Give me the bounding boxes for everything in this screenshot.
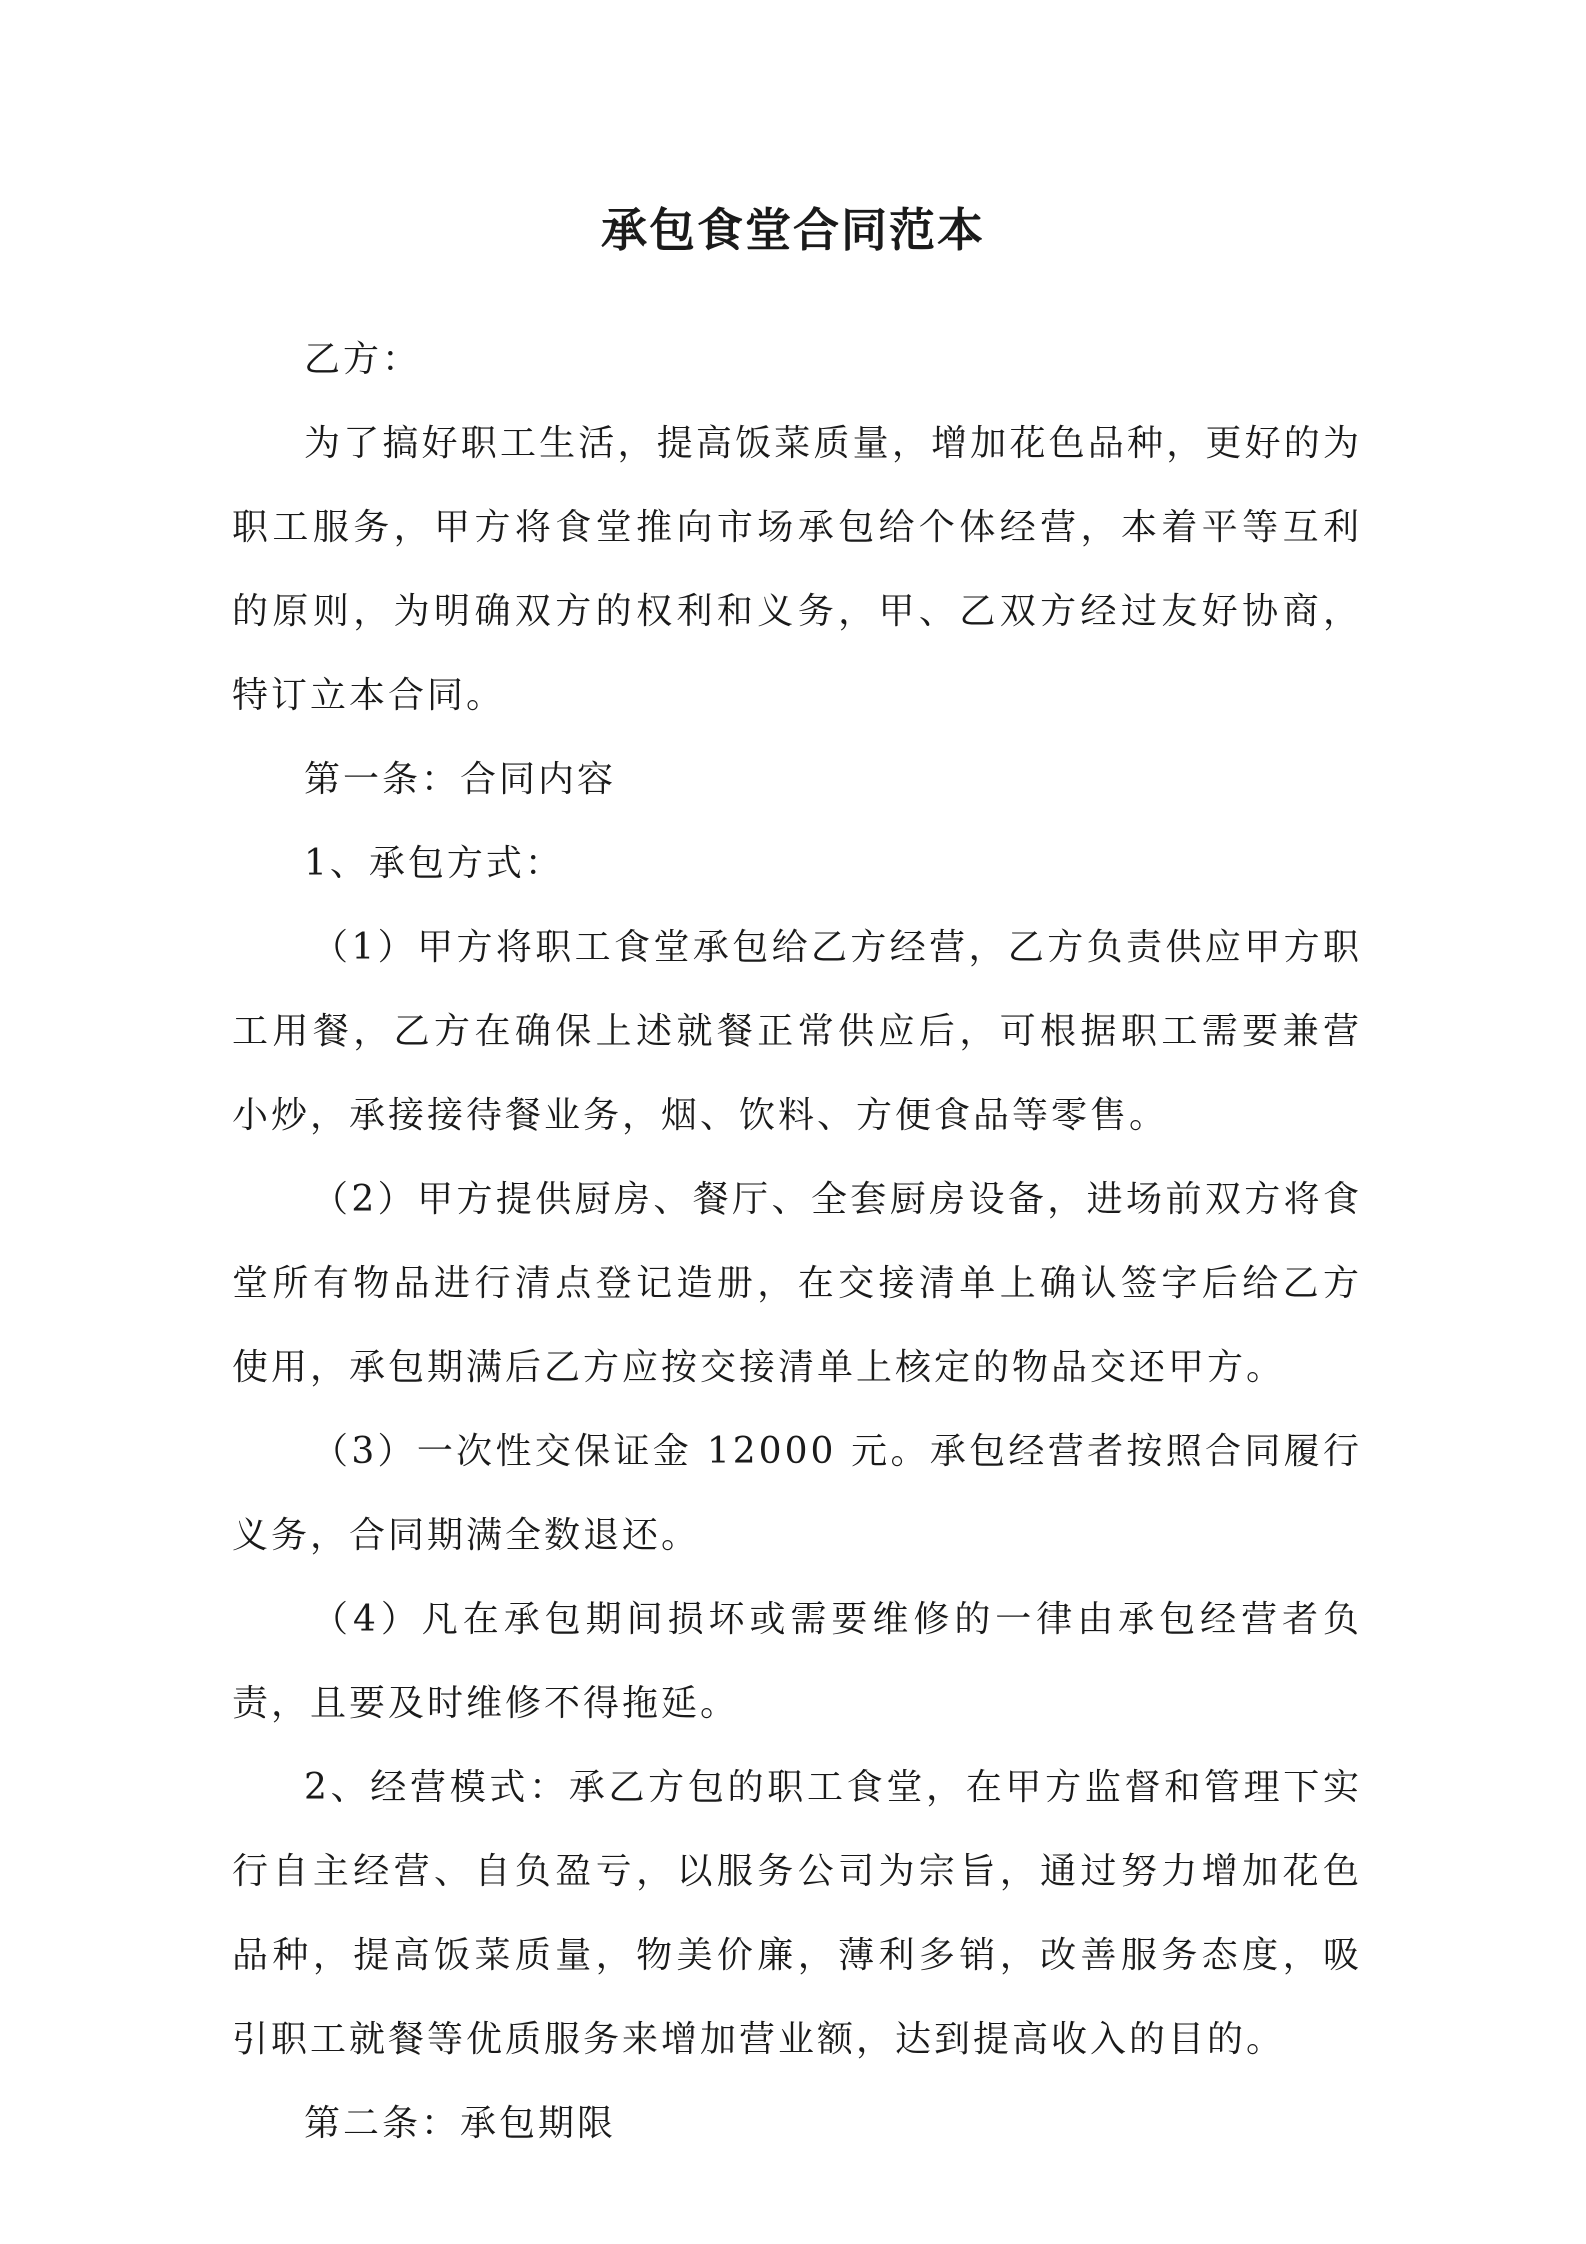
clause-1-3: （3）一次性交保证金 12000 元。承包经营者按照合同履行义务，合同期满全数退还。 — [232, 1431, 1362, 1556]
document-body — [232, 318, 1362, 2166]
document-title: 承包食堂合同范本 — [601, 203, 985, 257]
section-2-paragraph: 2、经营模式：承乙方包的职工食堂，在甲方监督和管理下实行自主经营、自负盈亏，以服务公司为宗旨，通过努力增加花色品种，提高饭菜质量，物美价廉，薄利多销，改善服务态度，吸引职工就餐等优质服务来增加营业额，达到提高收入的目的。 — [232, 1767, 1362, 2060]
clause-1-2: （2）甲方提供厨房、餐厅、全套厨房设备，进场前双方将食堂所有物品进行清点登记造册，在交接清单上确认签字后给乙方使用，承包期满后乙方应按交接清单上核定的物品交还甲方。 — [232, 1179, 1362, 1388]
article-1-heading: 第一条：合同内容 — [304, 759, 617, 800]
clause-1-4: （4）凡在承包期间损坏或需要维修的一律由承包经营者负责，且要及时维修不得拖延。 — [232, 1599, 1362, 1724]
section-1-heading: 1、承包方式： — [304, 843, 564, 884]
party-b-label: 乙方： — [304, 339, 422, 380]
article-2-heading: 第二条：承包期限 — [304, 2103, 617, 2144]
clause-1-1: （1）甲方将职工食堂承包给乙方经营，乙方负责供应甲方职工用餐，乙方在确保上述就餐正常供应后，可根据职工需要兼营小炒，承接接待餐业务，烟、饮料、方便食品等零售。 — [232, 927, 1362, 1136]
preamble-paragraph: 为了搞好职工生活，提高饭菜质量，增加花色品种，更好的为职工服务，甲方将食堂推向市场承包给个体经营，本着平等互利的原则，为明确双方的权利和义务，甲、乙双方经过友好协商，特订立本合同。 — [232, 423, 1362, 716]
